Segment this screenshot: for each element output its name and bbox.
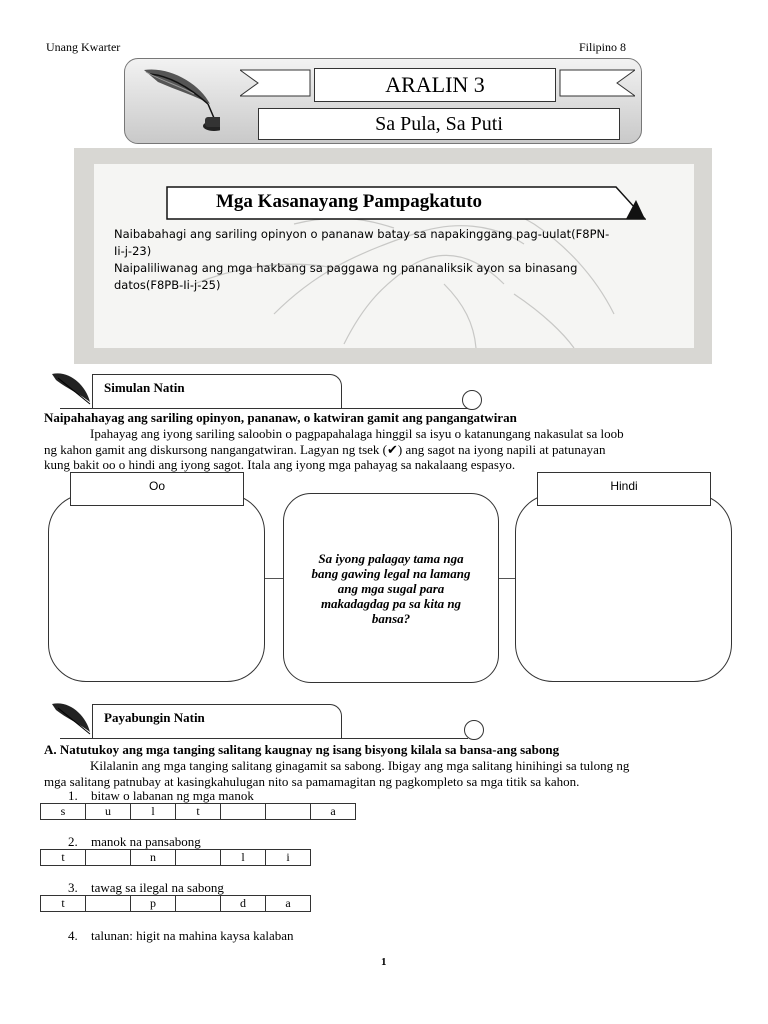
question-box [283, 493, 499, 683]
page-number: 1 [381, 956, 387, 968]
objectives-list [114, 226, 674, 294]
letter-cell[interactable] [266, 804, 311, 820]
letter-cell[interactable]: u [86, 804, 131, 820]
instruction-line: ng kahon gamit ang diskursong nangangatwiran. Lagyan ng tsek (✔) ang sagot na iyong napili at patunayan [44, 441, 606, 457]
oo-answer-box[interactable] [48, 494, 265, 682]
connector-line [262, 578, 284, 579]
item-clue: bitaw o labanan ng mga manok [91, 788, 254, 803]
item-number: 1. [68, 788, 78, 803]
connector-line [497, 578, 515, 579]
item-number: 3. [68, 880, 78, 895]
circle-marker [462, 390, 482, 410]
section-divider [60, 408, 468, 409]
item-4 [68, 928, 294, 944]
subject-label: Filipino 8 [579, 40, 627, 54]
letter-cell[interactable]: d [221, 896, 266, 912]
quill-icon [44, 368, 94, 410]
letter-cell[interactable]: n [131, 850, 176, 866]
quarter-label: Unang Kwarter [46, 40, 121, 54]
oo-label: Oo [70, 472, 244, 506]
objective-line: datos(F8PB-Ii-j-25) [114, 278, 221, 292]
letter-cell[interactable]: p [131, 896, 176, 912]
simulan-instructions [44, 426, 734, 473]
letter-cell[interactable]: a [311, 804, 356, 820]
item-number: 4. [68, 928, 78, 943]
item-number: 2. [68, 834, 78, 849]
instruction-line: Ipahayag ang iyong sariling saloobin o pagpapahalaga hinggil sa isyu o katanungang nakasulat sa loob [90, 426, 624, 441]
item-clue: tawag sa ilegal na sabong [91, 880, 224, 895]
letter-cell[interactable]: s [41, 804, 86, 820]
quill-icon [44, 698, 94, 740]
letter-grid-2 [40, 849, 311, 866]
letter-cell[interactable]: i [266, 850, 311, 866]
letter-cell[interactable] [221, 804, 266, 820]
letter-cell[interactable] [176, 896, 221, 912]
payabungin-instructions [44, 758, 734, 789]
lesson-number: ARALIN 3 [314, 68, 556, 102]
letter-cell[interactable] [86, 850, 131, 866]
payabungin-title: A. Natutukoy ang mga tanging salitang kaugnay ng isang bisyong kilala sa bansa-ang sabong [44, 742, 560, 757]
hindi-label: Hindi [537, 472, 711, 506]
item-clue: talunan: higit na mahina kaysa kalaban [91, 928, 294, 943]
letter-cell[interactable]: l [221, 850, 266, 866]
letter-cell[interactable] [176, 850, 221, 866]
objective-line: Ii-j-23) [114, 244, 152, 258]
objectives-heading: Mga Kasanayang Pampagkatuto [216, 191, 483, 212]
letter-cell[interactable]: a [266, 896, 311, 912]
hindi-answer-box[interactable] [515, 494, 732, 682]
instruction-line: Kilalanin ang mga tanging salitang ginagamit sa sabong. Ibigay ang mga salitang hinihingi sa tulong ng [90, 758, 630, 773]
item-2 [68, 834, 201, 850]
lesson-title: Sa Pula, Sa Puti [258, 108, 620, 140]
item-3 [68, 880, 224, 896]
payabungin-tab-label: Payabungin Natin [104, 710, 205, 725]
quill-inkwell-icon [130, 60, 220, 140]
letter-cell[interactable]: t [41, 850, 86, 866]
letter-grid-1 [40, 803, 356, 820]
section-divider [60, 738, 468, 739]
item-1 [68, 788, 254, 804]
instruction-line: kung bakit oo o hindi ang iyong sagot. Itala ang iyong mga pahayag sa nakalaang espasyo. [44, 457, 516, 472]
question-text: Sa iyong palagay tama nga bang gawing legal na lamang ang mga sugal para makadagdag pa sa kita ng bansa? [311, 550, 471, 626]
circle-marker [464, 720, 484, 740]
objective-line: Naibabahagi ang sariling opinyon o pananaw batay sa napakinggang pag-uulat(F8PN- [114, 227, 610, 241]
letter-cell[interactable]: l [131, 804, 176, 820]
letter-cell[interactable]: t [41, 896, 86, 912]
letter-cell[interactable] [86, 896, 131, 912]
instruction-line: mga salitang patnubay at kasingkahulugan nito sa pamamagitan ng pagkompleto sa mga titik sa kahon. [44, 773, 580, 789]
objective-line: Naipaliliwanag ang mga hakbang sa paggawa ng pananaliksik ayon sa binasang [114, 261, 578, 275]
letter-grid-3 [40, 895, 311, 912]
letter-cell[interactable]: t [176, 804, 221, 820]
item-clue: manok na pansabong [91, 834, 201, 849]
simulan-tab-label: Simulan Natin [104, 380, 185, 395]
simulan-title: Naipahahayag ang sariling opinyon, pananaw, o katwiran gamit ang pangangatwiran [44, 410, 517, 425]
